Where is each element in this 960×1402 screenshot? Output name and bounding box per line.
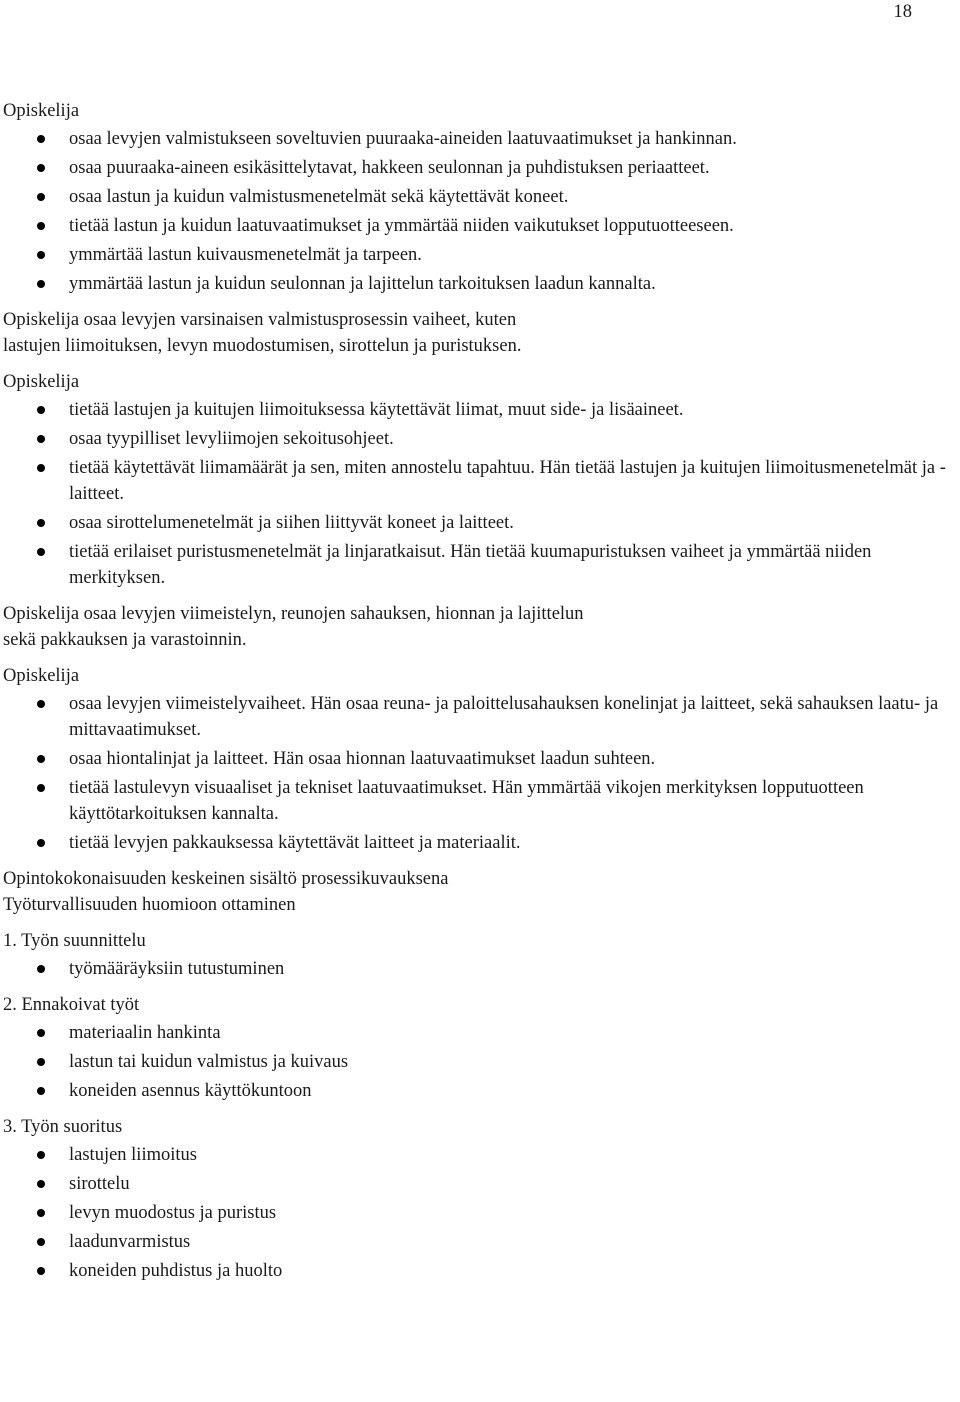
bullet-icon — [37, 280, 45, 288]
bullet-icon — [37, 193, 45, 201]
bullet-icon — [37, 1180, 45, 1188]
list-item: tietää erilaiset puristusmenetelmät ja linjaratkaisut. Hän tietää kuumapuristuksen vaiheet ja ymmärtää niiden merkityksen. — [3, 539, 958, 591]
bullet-icon — [37, 1238, 45, 1246]
list-item: osaa lastun ja kuidun valmistusmenetelmät sekä käytettävät koneet. — [3, 184, 958, 210]
paragraph — [3, 866, 958, 918]
bullet-icon — [37, 519, 45, 527]
section-heading: 2. Ennakoivat työt — [3, 995, 140, 1015]
bullet-icon — [37, 135, 45, 143]
paragraph-line: sekä pakkauksen ja varastoinnin. — [3, 630, 247, 650]
list-item: tietää lastulevyn visuaaliset ja tekniset laatuvaatimukset. Hän ymmärtää vikojen merkityksen lopputuotteen käyttötarkoituksen kannalta. — [3, 775, 958, 827]
bullet-list — [3, 956, 958, 982]
bullet-icon — [37, 1267, 45, 1275]
list-item: osaa levyjen valmistukseen soveltuvien puuraaka-aineiden laatuvaatimukset ja hankinnan. — [3, 126, 958, 152]
bullet-icon — [37, 1209, 45, 1217]
bullet-icon — [37, 164, 45, 172]
section-heading: Opiskelija — [3, 372, 80, 392]
document-body — [3, 98, 958, 1294]
list-item: laadunvarmistus — [3, 1229, 958, 1255]
list-item: tietää käytettävät liimamäärät ja sen, miten annostelu tapahtuu. Hän tietää lastujen ja kuitujen liimoitusmenetelmät ja -laitteet. — [3, 455, 958, 507]
bullet-icon — [37, 784, 45, 792]
bullet-icon — [37, 965, 45, 973]
list-item: osaa hiontalinjat ja laitteet. Hän osaa hionnan laatuvaatimukset laadun suhteen. — [3, 746, 958, 772]
section-heading: Opiskelija — [3, 101, 80, 121]
bullet-list — [3, 397, 958, 591]
bullet-icon — [37, 222, 45, 230]
paragraph-line: Opiskelija osaa levyjen varsinaisen valmistusprosessin vaiheet, kuten — [3, 310, 517, 330]
list-item: ymmärtää lastun kuivausmenetelmät ja tarpeen. — [3, 242, 958, 268]
list-item: lastujen liimoitus — [3, 1142, 958, 1168]
bullet-list — [3, 1020, 958, 1104]
paragraph — [3, 601, 958, 653]
list-item: osaa levyjen viimeistelyvaiheet. Hän osaa reuna- ja paloittelusahauksen konelinjat ja laitteet, sekä sahauksen laatu- ja mittavaatimukset. — [3, 691, 958, 743]
list-item: työmääräyksiin tutustuminen — [3, 956, 958, 982]
paragraph-line: Opintokokonaisuuden keskeinen sisältö prosessikuvauksena — [3, 869, 449, 889]
list-item: lastun tai kuidun valmistus ja kuivaus — [3, 1049, 958, 1075]
list-item: materiaalin hankinta — [3, 1020, 958, 1046]
list-item: osaa sirottelumenetelmät ja siihen liittyvät koneet ja laitteet. — [3, 510, 958, 536]
list-item: osaa puuraaka-aineen esikäsittelytavat, hakkeen seulonnan ja puhdistuksen periaatteet. — [3, 155, 958, 181]
bullet-icon — [37, 755, 45, 763]
paragraph — [3, 307, 958, 359]
paragraph-line: Opiskelija osaa levyjen viimeistelyn, reunojen sahauksen, hionnan ja lajittelun — [3, 604, 584, 624]
bullet-icon — [37, 251, 45, 259]
bullet-icon — [37, 700, 45, 708]
list-item: tietää levyjen pakkauksessa käytettävät laitteet ja materiaalit. — [3, 830, 958, 856]
bullet-icon — [37, 1029, 45, 1037]
section-heading: 1. Työn suunnittelu — [3, 931, 146, 951]
paragraph-line: lastujen liimoituksen, levyn muodostumisen, sirottelun ja puristuksen. — [3, 336, 522, 356]
bullet-icon — [37, 464, 45, 472]
bullet-list — [3, 126, 958, 297]
bullet-icon — [37, 1151, 45, 1159]
paragraph-line: Työturvallisuuden huomioon ottaminen — [3, 895, 296, 915]
section-heading: Opiskelija — [3, 666, 80, 686]
bullet-icon — [37, 1087, 45, 1095]
section-heading: 3. Työn suoritus — [3, 1117, 123, 1137]
bullet-icon — [37, 435, 45, 443]
list-item: sirottelu — [3, 1171, 958, 1197]
bullet-icon — [37, 1058, 45, 1066]
bullet-icon — [37, 406, 45, 414]
bullet-icon — [37, 839, 45, 847]
bullet-list — [3, 1142, 958, 1284]
page-number: 18 — [893, 2, 912, 22]
list-item: koneiden puhdistus ja huolto — [3, 1258, 958, 1284]
bullet-icon — [37, 548, 45, 556]
bullet-list — [3, 691, 958, 856]
list-item: osaa tyypilliset levyliimojen sekoitusohjeet. — [3, 426, 958, 452]
list-item: tietää lastun ja kuidun laatuvaatimukset ja ymmärtää niiden vaikutukset lopputuotteeseen. — [3, 213, 958, 239]
list-item: levyn muodostus ja puristus — [3, 1200, 958, 1226]
list-item: koneiden asennus käyttökuntoon — [3, 1078, 958, 1104]
list-item: tietää lastujen ja kuitujen liimoituksessa käytettävät liimat, muut side- ja lisäaineet. — [3, 397, 958, 423]
list-item: ymmärtää lastun ja kuidun seulonnan ja lajittelun tarkoituksen laadun kannalta. — [3, 271, 958, 297]
